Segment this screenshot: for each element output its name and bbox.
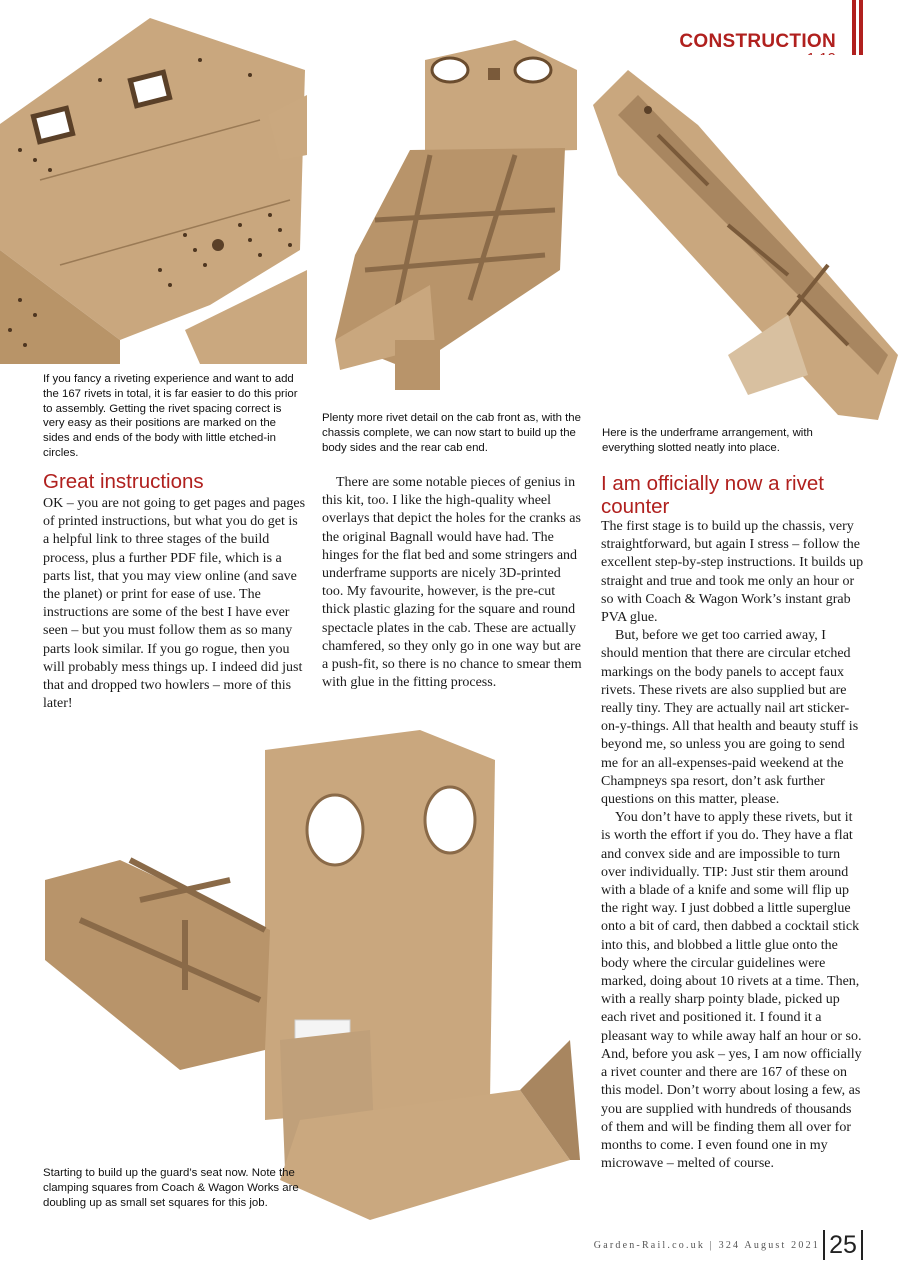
caption-photo-3: Here is the underframe arrangement, with everything slotted neatly into place.	[602, 427, 813, 454]
paragraph: But, before we get too carried away, I should mention that there are circular etched markings on the body panels to accept faux rivets. These rivets are also supplied but are really tiny. They are actually nail art sticker-on-y-things. All that health and beauty stuff is beyond me, so unless you are going to send me for an all-expenses-paid weekend at the Champneys spa resort, don’t ask further questions on this matter, please.	[601, 628, 859, 808]
column-1-text	[43, 495, 307, 713]
column-2-text	[322, 474, 584, 692]
underframe-arrangement-icon	[588, 55, 906, 420]
photo-body-panel	[0, 0, 307, 364]
heading-rivet-counter: I am officially now a rivet counter	[601, 472, 824, 518]
section-title: CONSTRUCTION	[679, 31, 836, 52]
guards-seat-construction-icon	[40, 720, 580, 1230]
paragraph: There are some notable pieces of genius in this kit, too. I like the high-quality wheel overlays that depict the holes for the cranks as the original Bagnall would have had. The hinges for the flat bed and some stringers and underframe supports are nicely 3D-printed too. My favourite, however, is the pre-cut thick plastic glazing for the square and round spectacle plates in the cab. These are actually chamfered, so they only go in one way but are a push-fit, so there is no chance to smear them with glue in the fitting process.	[322, 475, 582, 691]
paragraph: You don’t have to apply these rivets, but it is worth the effort if you do. They have a flat and convex side and are impossible to turn over individually. TIP: Just stir them around with a blade of a knife and some will flip up the right way. I just dobbed a little superglue onto a bit of card, then dabbed a cocktail stick into this, and blobbed a little glue onto the body where the circular guidelines were marked, doing about 10 rivets at a time. Then, with a really sharp pointy blade, picked up each rivet and positioned it. I found it a pleasant way to while away half an hour or so. And, before you ask – yes, I am now officially a rivet counter and there are 167 of these on this model. Don’t worry about losing a few, as you are supplied with hundreds of thousands of them and will be finding them all over for months to come. I even found one in my microwave – melted of course.	[601, 810, 862, 1172]
page-number: 25	[829, 1231, 857, 1259]
paragraph: OK – you are not going to get pages and pages of printed instructions, but what you do get is a helpful link to three stages of the build process, plus a further PDF file, which is a parts list, that you may view online (and save the planet) or print for ease of use. The instructions are some of the best I have ever seen – but you must follow them as so many parts look similar. If you go rogue, then you will probably mess things up. I indeed did just that and dropped two howlers – more of this later!	[43, 496, 306, 712]
photo-guards-seat	[40, 720, 580, 1230]
heading-great-instructions: Great instructions	[43, 470, 204, 493]
caption-photo-1: If you fancy a riveting experience and want to add the 167 rivets in total, it is far easier to do this prior to assembly. Getting the rivet spacing correct is very easy as their positions are marked on the sides and ends of the body with little etched-in circles.	[43, 373, 298, 459]
photo-chassis-cab-front	[315, 40, 580, 395]
column-3-text	[601, 518, 865, 1173]
caption-photo-4: Starting to build up the guard’s seat now. Note the clamping squares from Coach & Wagon Works are doubling up as small set squares for this job.	[43, 1167, 299, 1209]
page-number-rule	[823, 1230, 825, 1260]
laser-cut-body-panel-riveted-icon	[0, 0, 307, 364]
paragraph: The first stage is to build up the chassis, very straightforward, but again I stress – follow the excellent step-by-step instructions. It builds up straight and true and took me only an hour or so with Coach & Wagon Work’s instant grab PVA glue.	[601, 519, 864, 626]
page-number-rule	[861, 1230, 863, 1260]
photo-underframe	[588, 55, 906, 420]
footer-site-issue: Garden-Rail.co.uk | 324 August 2021	[593, 1240, 820, 1251]
caption-photo-2: Plenty more rivet detail on the cab front as, with the chassis complete, we can now start to build up the body sides and the rear cab end.	[322, 412, 581, 454]
chassis-with-cab-front-icon	[315, 40, 580, 395]
